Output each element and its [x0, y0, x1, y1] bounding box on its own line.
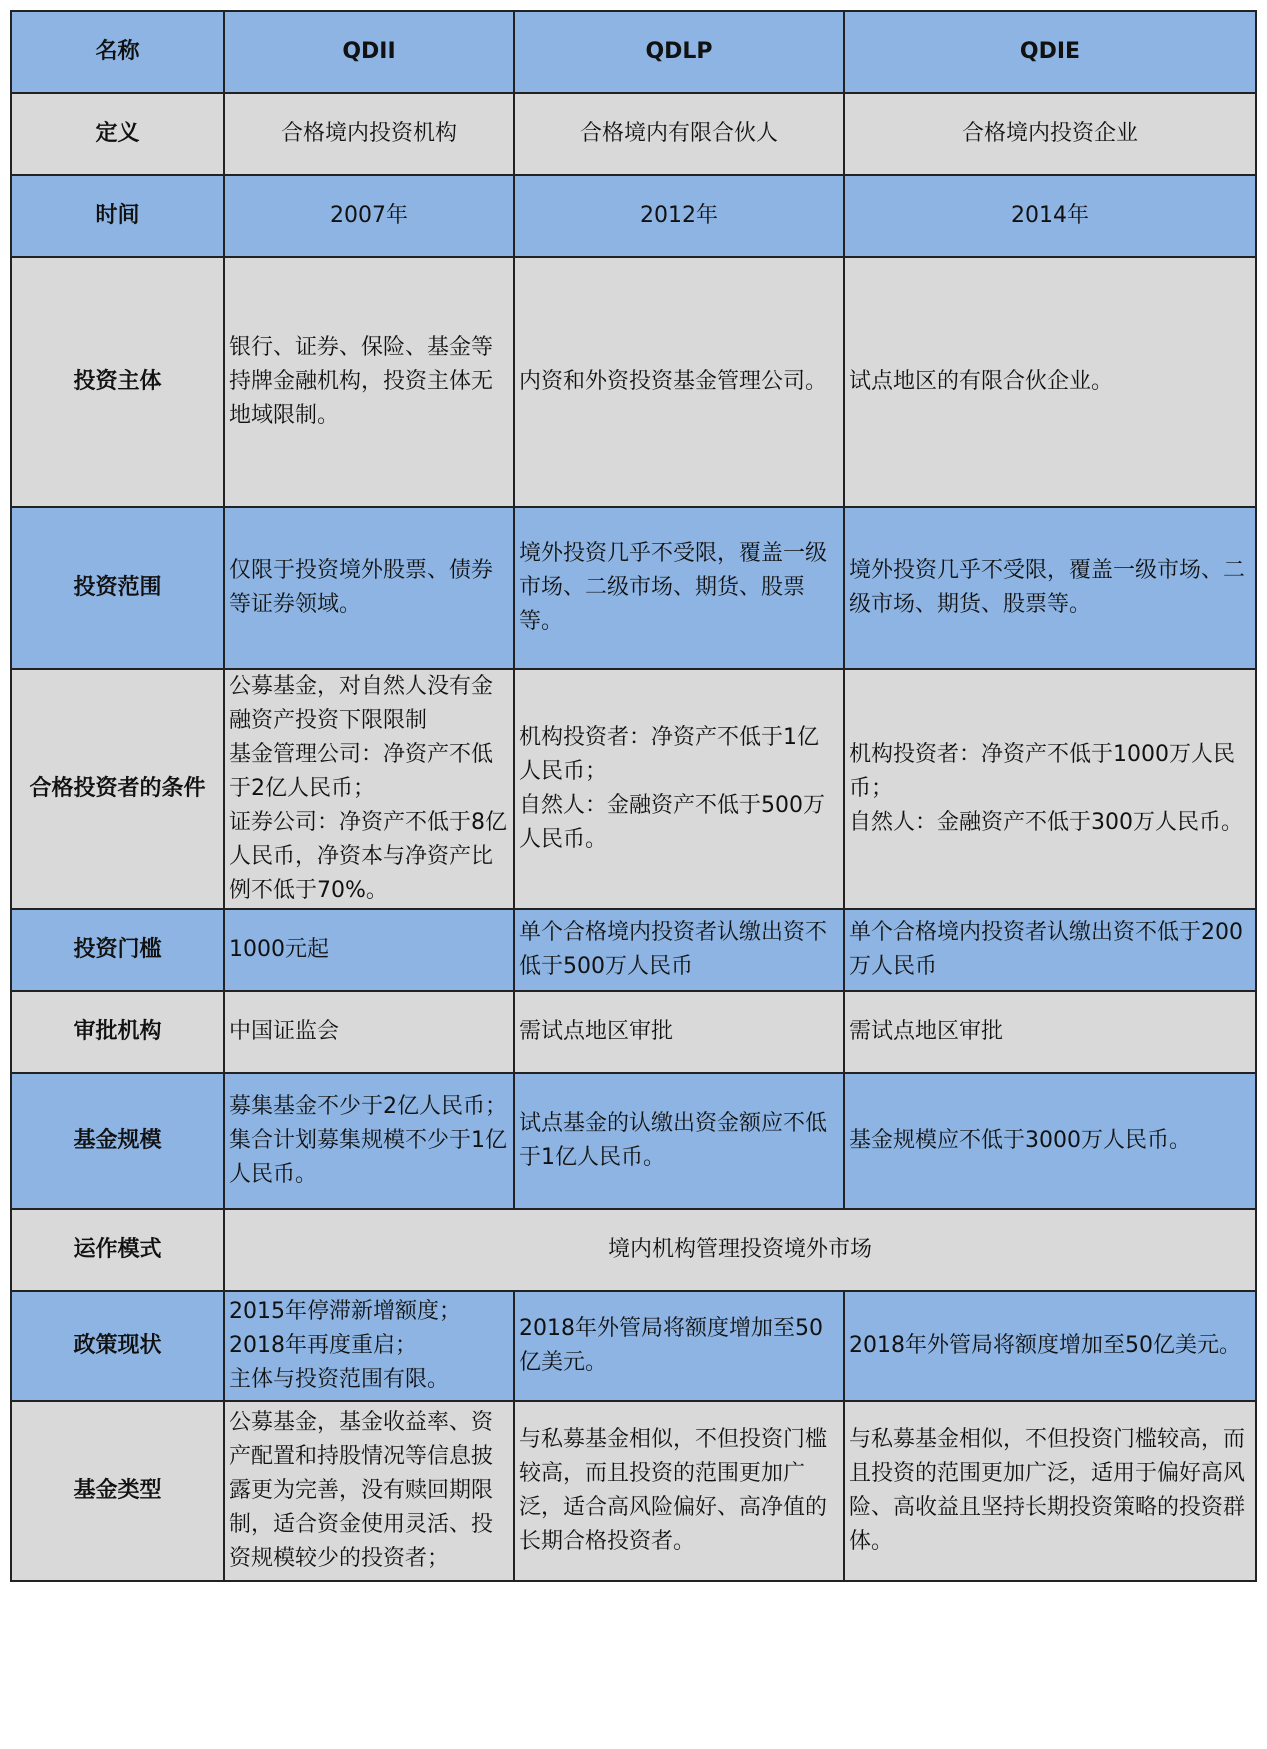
cell-threshold-qdii: 1000元起 — [224, 909, 514, 991]
cell-fund-type-qdie: 与私募基金相似，不但投资门槛较高，而且投资的范围更加广泛，适用于偏好高风险、高收益且坚持长期投资策略的投资群体。 — [844, 1401, 1256, 1581]
text-line: 公募基金，对自然人没有金融资产投资下限限制 — [229, 674, 494, 733]
row-label-fund-type: 基金类型 — [11, 1401, 224, 1581]
cell-policy-qdlp: 2018年外管局将额度增加至50亿美元。 — [514, 1291, 844, 1401]
cell-qualified-investor-qdie — [844, 669, 1256, 909]
row-fund-size — [11, 1073, 1256, 1209]
text-line: 自然人：金融资产不低于300万人民币。 — [849, 810, 1243, 835]
cell-investor-entity-qdlp: 内资和外资投资基金管理公司。 — [514, 257, 844, 507]
cell-investment-scope-qdie: 境外投资几乎不受限，覆盖一级市场、二级市场、期货、股票等。 — [844, 507, 1256, 669]
cell-investor-entity-qdii: 银行、证券、保险、基金等持牌金融机构，投资主体无地域限制。 — [224, 257, 514, 507]
cell-approval-qdii: 中国证监会 — [224, 991, 514, 1073]
row-approval — [11, 991, 1256, 1073]
header-qdie: QDIE — [844, 11, 1256, 93]
header-row — [11, 11, 1256, 93]
cell-policy-qdie: 2018年外管局将额度增加至50亿美元。 — [844, 1291, 1256, 1401]
cell-fund-size-qdie: 基金规模应不低于3000万人民币。 — [844, 1073, 1256, 1209]
cell-approval-qdie: 需试点地区审批 — [844, 991, 1256, 1073]
row-label-investment-scope: 投资范围 — [11, 507, 224, 669]
row-threshold — [11, 909, 1256, 991]
row-label-policy: 政策现状 — [11, 1291, 224, 1401]
cell-investment-scope-qdlp: 境外投资几乎不受限，覆盖一级市场、二级市场、期货、股票等。 — [514, 507, 844, 669]
comparison-table — [10, 10, 1257, 1582]
cell-definition-qdie: 合格境内投资企业 — [844, 93, 1256, 175]
header-qdlp: QDLP — [514, 11, 844, 93]
row-label-approval: 审批机构 — [11, 991, 224, 1073]
row-label-definition: 定义 — [11, 93, 224, 175]
text-line: 2018年再度重启； — [229, 1333, 417, 1358]
row-policy — [11, 1291, 1256, 1401]
cell-time-qdii: 2007年 — [224, 175, 514, 257]
text-line: 证券公司：净资产不低于8亿人民币，净资本与净资产比例不低于70%。 — [229, 810, 507, 903]
row-label-qualified-investor: 合格投资者的条件 — [11, 669, 224, 909]
row-qualified-investor — [11, 669, 1256, 909]
row-investor-entity — [11, 257, 1256, 507]
row-label-operation: 运作模式 — [11, 1209, 224, 1291]
text-line: 募集基金不少于2亿人民币； — [229, 1094, 507, 1119]
cell-fund-type-qdlp: 与私募基金相似，不但投资门槛较高，而且投资的范围更加广泛，适合高风险偏好、高净值的长期合格投资者。 — [514, 1401, 844, 1581]
row-time — [11, 175, 1256, 257]
row-operation — [11, 1209, 1256, 1291]
cell-qualified-investor-qdii — [224, 669, 514, 909]
row-label-investor-entity: 投资主体 — [11, 257, 224, 507]
row-fund-type — [11, 1401, 1256, 1581]
row-label-time: 时间 — [11, 175, 224, 257]
cell-threshold-qdlp: 单个合格境内投资者认缴出资不低于500万人民币 — [514, 909, 844, 991]
text-line: 2015年停滞新增额度； — [229, 1299, 461, 1324]
cell-operation-all: 境内机构管理投资境外市场 — [224, 1209, 1256, 1291]
text-line: 集合计划募集规模不少于1亿人民币。 — [229, 1128, 507, 1187]
cell-investment-scope-qdii: 仅限于投资境外股票、债券等证券领域。 — [224, 507, 514, 669]
text-line: 基金管理公司：净资产不低于2亿人民币； — [229, 742, 494, 801]
cell-definition-qdii: 合格境内投资机构 — [224, 93, 514, 175]
text-line: 主体与投资范围有限。 — [229, 1367, 450, 1392]
cell-fund-size-qdlp: 试点基金的认缴出资金额应不低于1亿人民币。 — [514, 1073, 844, 1209]
row-label-threshold: 投资门槛 — [11, 909, 224, 991]
cell-fund-type-qdii: 公募基金，基金收益率、资产配置和持股情况等信息披露更为完善，没有赎回期限制，适合资金使用灵活、投资规模较少的投资者； — [224, 1401, 514, 1581]
row-definition — [11, 93, 1256, 175]
cell-policy-qdii — [224, 1291, 514, 1401]
cell-investor-entity-qdie: 试点地区的有限合伙企业。 — [844, 257, 1256, 507]
cell-threshold-qdie: 单个合格境内投资者认缴出资不低于200万人民币 — [844, 909, 1256, 991]
header-label: 名称 — [11, 11, 224, 93]
text-line: 自然人：金融资产不低于500万人民币。 — [519, 793, 825, 852]
header-qdii: QDII — [224, 11, 514, 93]
cell-time-qdlp: 2012年 — [514, 175, 844, 257]
row-label-fund-size: 基金规模 — [11, 1073, 224, 1209]
cell-qualified-investor-qdlp — [514, 669, 844, 909]
text-line: 机构投资者：净资产不低于1000万人民币； — [849, 742, 1235, 801]
cell-time-qdie: 2014年 — [844, 175, 1256, 257]
row-investment-scope — [11, 507, 1256, 669]
cell-fund-size-qdii — [224, 1073, 514, 1209]
cell-definition-qdlp: 合格境内有限合伙人 — [514, 93, 844, 175]
cell-approval-qdlp: 需试点地区审批 — [514, 991, 844, 1073]
text-line: 机构投资者：净资产不低于1亿人民币； — [519, 725, 819, 784]
